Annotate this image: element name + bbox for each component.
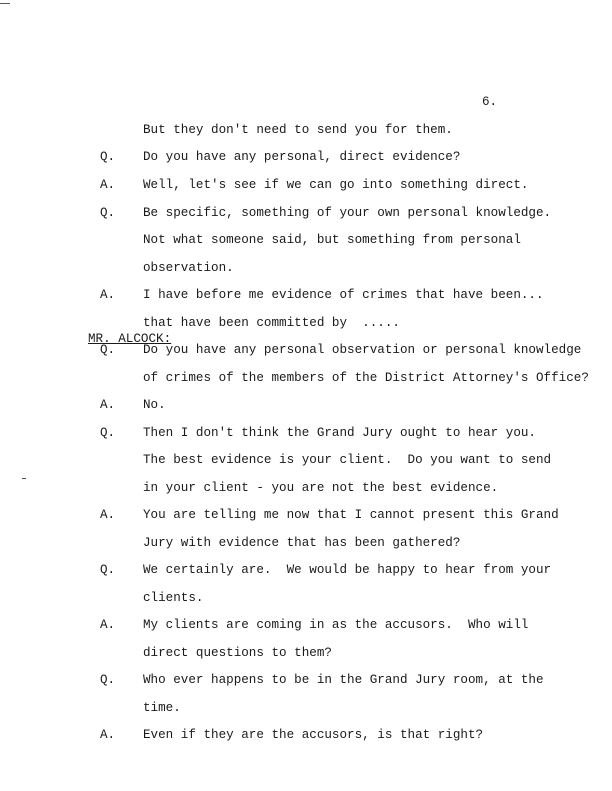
transcript-line xyxy=(0,261,612,279)
transcript-line xyxy=(0,453,612,471)
scan-mark xyxy=(0,3,10,4)
intro-line xyxy=(0,123,612,141)
line-text: We certainly are. We would be happy to hear from your xyxy=(143,563,552,577)
speaker-label: A. xyxy=(100,398,116,412)
line-text: clients. xyxy=(143,591,204,605)
line-text: direct questions to them? xyxy=(143,646,332,660)
speaker-label: Q. xyxy=(100,563,116,577)
line-text: Do you have any personal observation or personal knowledge xyxy=(143,343,582,357)
line-text: that have been committed by ..... xyxy=(143,316,400,330)
speaker-label: A. xyxy=(100,728,116,742)
line-text: You are telling me now that I cannot present this Grand xyxy=(143,508,559,522)
transcript-line xyxy=(0,371,612,389)
transcript-line xyxy=(0,426,612,444)
transcript-line xyxy=(0,481,612,499)
transcript-line xyxy=(0,728,612,746)
line-text: But they don't need to send you for them. xyxy=(143,123,453,137)
transcript-line xyxy=(0,288,612,306)
transcript-line xyxy=(0,178,612,196)
speaker-heading: MR. ALCOCK: xyxy=(88,332,172,346)
line-text: The best evidence is your client. Do you want to send xyxy=(143,453,552,467)
speaker-label: A. xyxy=(100,618,116,632)
speaker-label: A. xyxy=(100,288,116,302)
line-text: observation. xyxy=(143,261,234,275)
line-text: I have before me evidence of crimes that have been... xyxy=(143,288,544,302)
transcript-line xyxy=(0,618,612,636)
transcript-line xyxy=(0,646,612,664)
line-text: Even if they are the accusors, is that right? xyxy=(143,728,484,742)
speaker-label: Q. xyxy=(100,426,116,440)
line-text: My clients are coming in as the accusors. Who will xyxy=(143,618,529,632)
transcript-line xyxy=(0,536,612,554)
transcript-line xyxy=(0,701,612,719)
line-text: Jury with evidence that has been gathered? xyxy=(143,536,461,550)
page-number: 6. xyxy=(482,95,498,109)
line-text: No. xyxy=(143,398,166,412)
transcript-line xyxy=(0,591,612,609)
transcript-line xyxy=(0,233,612,251)
line-text: of crimes of the members of the District Attorney's Office? xyxy=(143,371,589,385)
speaker-label: Q. xyxy=(100,343,116,357)
transcript-line xyxy=(0,316,612,334)
line-text: Do you have any personal, direct evidence? xyxy=(143,150,461,164)
transcript-line xyxy=(0,398,612,416)
line-text: Not what someone said, but something from personal xyxy=(143,233,521,247)
speaker-label: Q. xyxy=(100,673,116,687)
transcript-line xyxy=(0,673,612,691)
transcript-line xyxy=(0,508,612,526)
scan-mark xyxy=(22,478,26,479)
line-text: Be specific, something of your own personal knowledge. xyxy=(143,206,552,220)
line-text: in your client - you are not the best evidence. xyxy=(143,481,499,495)
transcript-line xyxy=(0,563,612,581)
transcript-line xyxy=(0,343,612,361)
transcript-line xyxy=(0,206,612,224)
transcript-line xyxy=(0,150,612,168)
line-text: time. xyxy=(143,701,181,715)
line-text: Well, let's see if we can go into something direct. xyxy=(143,178,529,192)
speaker-label: Q. xyxy=(100,206,116,220)
line-text: Who ever happens to be in the Grand Jury room, at the xyxy=(143,673,544,687)
speaker-label: A. xyxy=(100,508,116,522)
speaker-label: A. xyxy=(100,178,116,192)
line-text: Then I don't think the Grand Jury ought to hear you. xyxy=(143,426,536,440)
speaker-label: Q. xyxy=(100,150,116,164)
